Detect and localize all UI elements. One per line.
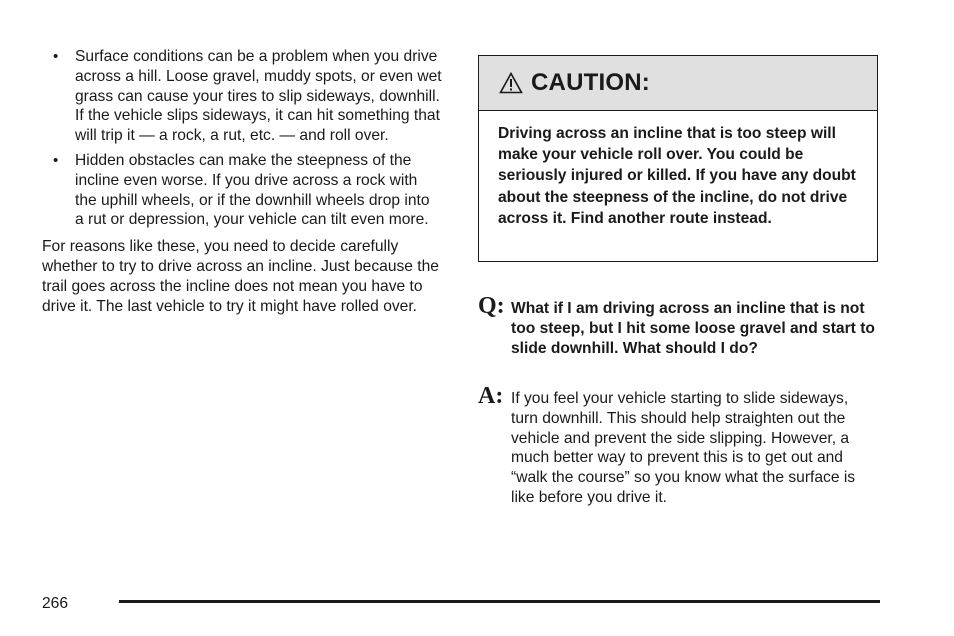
left-column [42, 47, 442, 316]
bullet-list [42, 47, 442, 230]
caution-text: Driving across an incline that is too steep will make your vehicle roll over. You could be seriously injured or killed. If you have any doubt about the steepness of the incline, do not drive across it. Find another route instead. [498, 125, 856, 227]
bullet-text: Hidden obstacles can make the steepness of the incline even worse. If you drive across a rock with the uphill wheels, or if the downhill wheels drop into a rut or depression, your vehicle can tilt even more. [75, 151, 430, 229]
answer-label: A: [478, 383, 504, 409]
footer-rule [119, 600, 880, 603]
caution-box [478, 55, 878, 262]
question-text: What if I am driving across an incline that is not too steep, but I hit some loose gravel and start to slide downhill. What should I do? [511, 300, 875, 357]
answer-block [478, 383, 878, 508]
list-item [42, 47, 442, 146]
question-block [478, 293, 878, 358]
bullet-icon: • [53, 151, 59, 169]
question-label: Q: [478, 293, 505, 319]
body-paragraph: For reasons like these, you need to decide carefully whether to try to drive across an incline. Just because the trail goes across the incline does not mean you have to drive it. The last vehicle to try it might have rolled over. [42, 238, 439, 315]
list-item [42, 151, 442, 230]
warning-triangle-icon [499, 72, 523, 94]
bullet-text: Surface conditions can be a problem when you drive across a hill. Loose gravel, muddy spots, or even wet grass can cause your tires to slip sideways, downhill. If the vehicle slips sideways, it can hit something that will trip it — a rock, a rut, etc. — and roll over. [75, 48, 442, 145]
page-number: 266 [42, 595, 69, 612]
bullet-icon: • [53, 48, 59, 65]
caution-header [479, 56, 877, 111]
caution-title: CAUTION: [531, 69, 650, 96]
answer-text: If you feel your vehicle starting to slide sideways, turn downhill. This should help straighten out the vehicle and prevent the side slipping. However, a much better way to prevent this is to get out and “walk the course” so you know what the surface is like before you drive it. [511, 390, 856, 506]
